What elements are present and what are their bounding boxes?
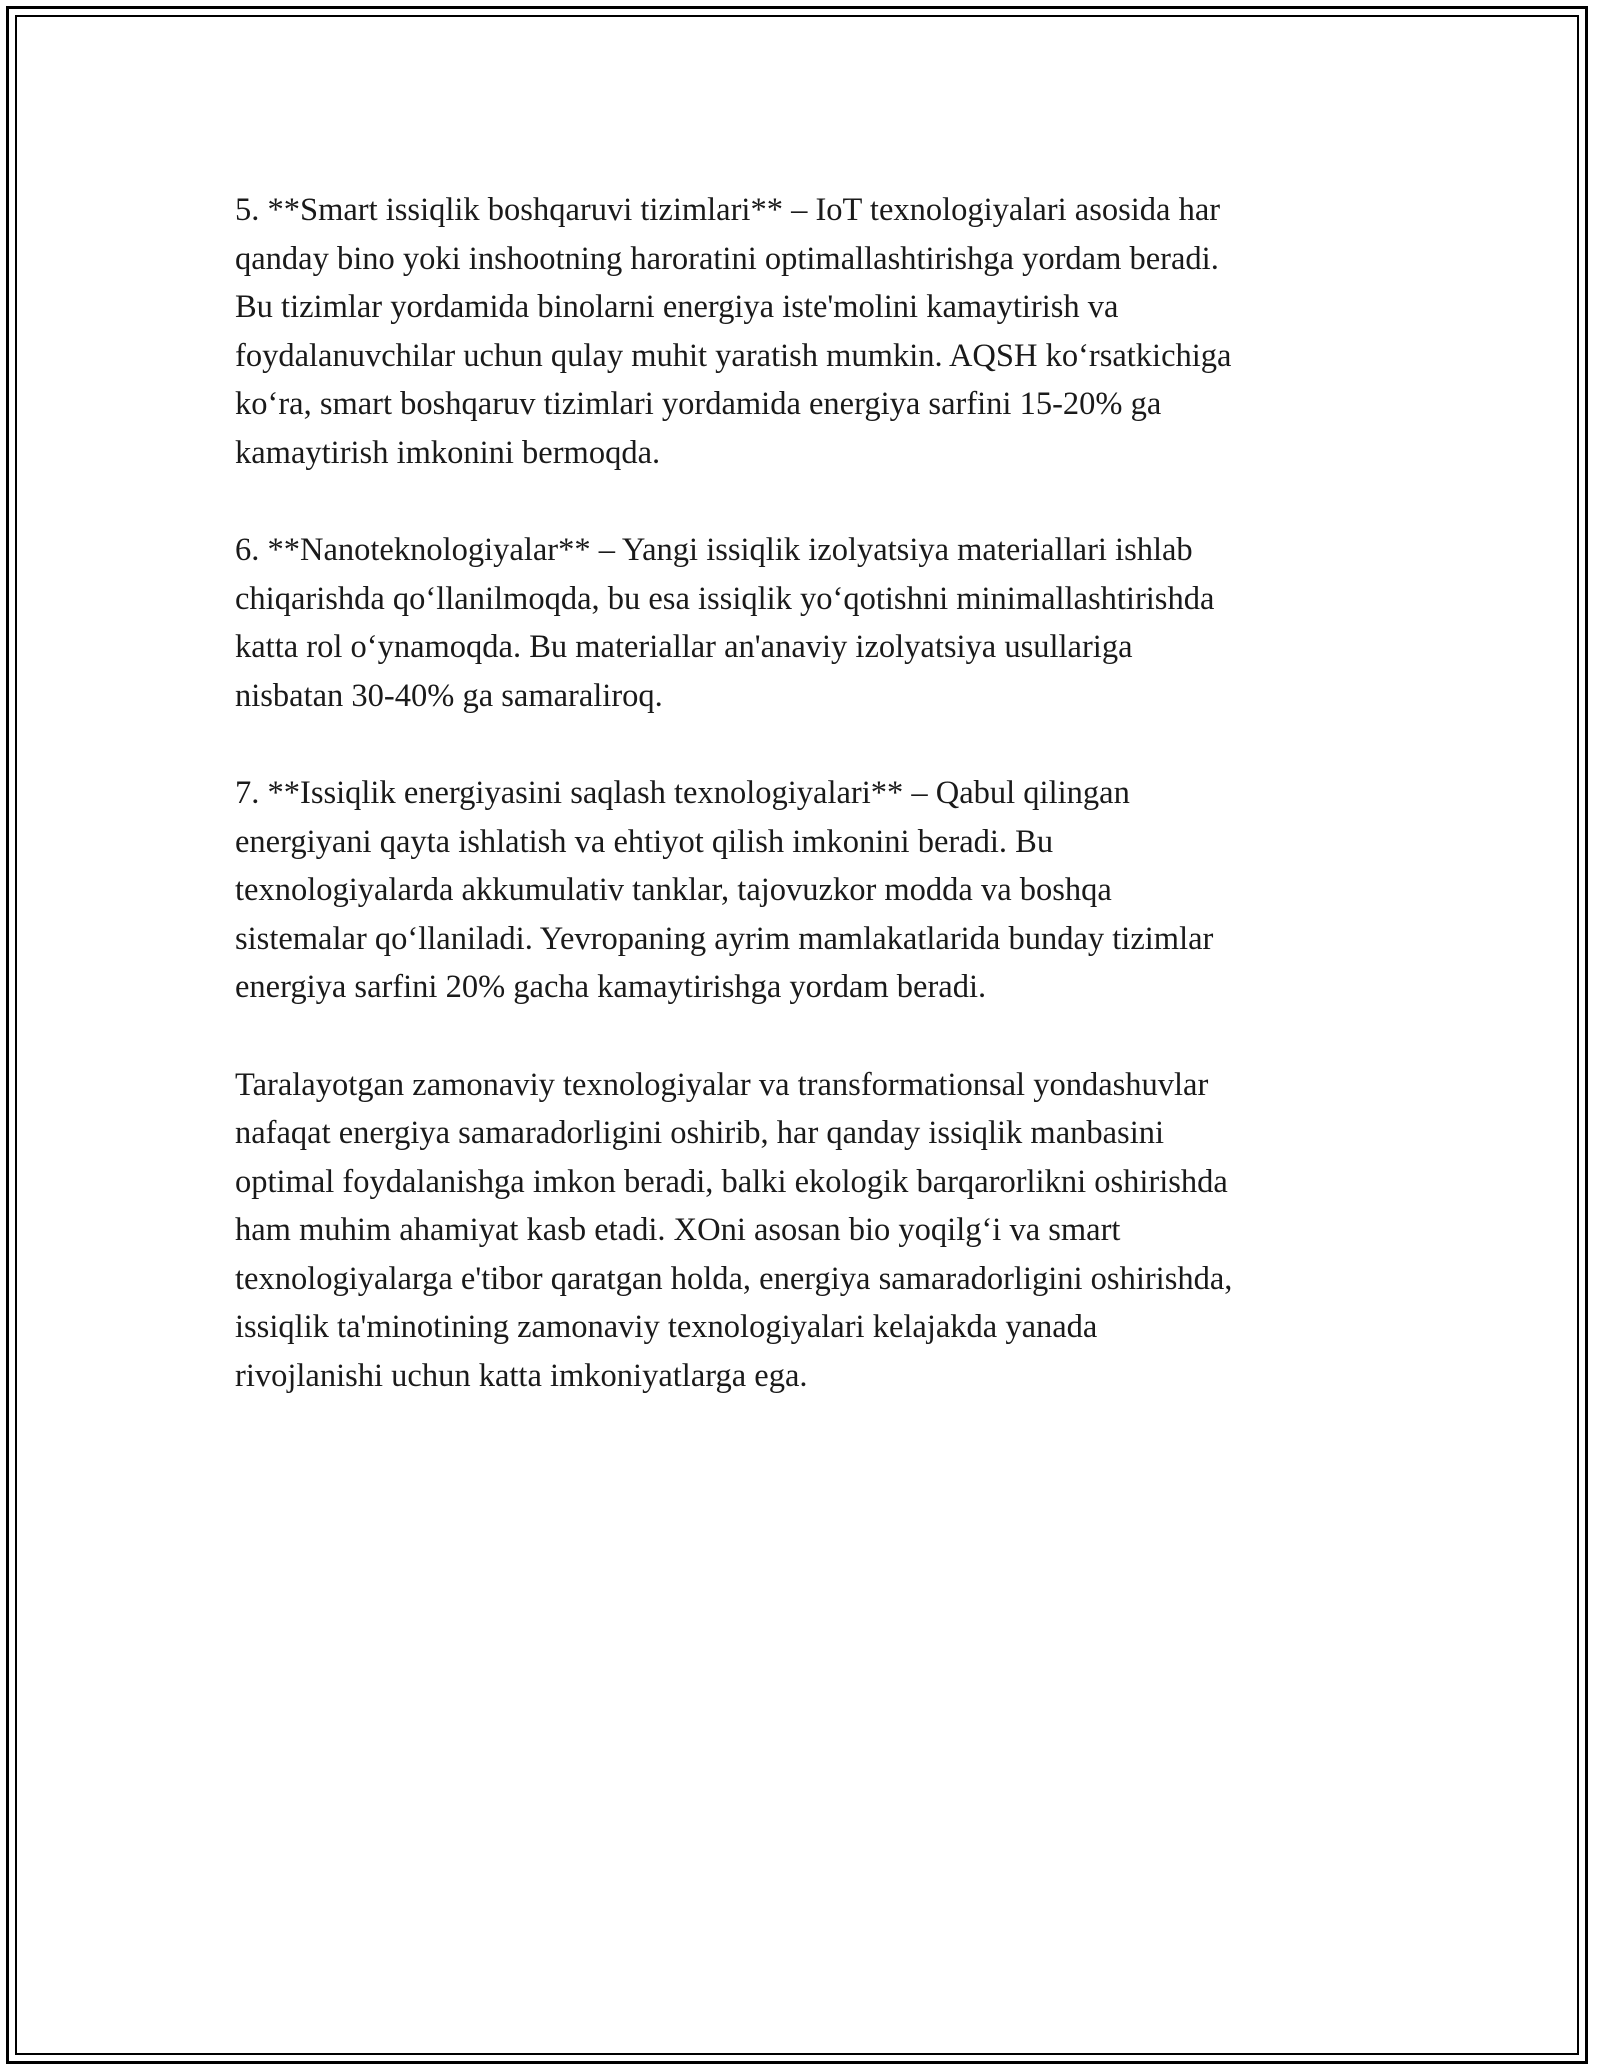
paragraph-nanotechnology xyxy=(235,526,1385,720)
text-line: energiya sarfini 20% gacha kamaytirishga yordam beradi. xyxy=(235,969,987,1005)
text-line: Bu tizimlar yordamida binolarni energiya iste'molini kamaytirish va xyxy=(235,289,1119,325)
text-line: chiqarishda qo‘llanilmoqda, bu esa issiqlik yo‘qotishni minimallashtirishda xyxy=(235,580,1215,617)
paragraph-energy-storage xyxy=(235,769,1385,1012)
text-line: texnologiyalarda akkumulativ tanklar, tajovuzkor modda va boshqa xyxy=(235,872,1112,908)
text-line: ham muhim ahamiyat kasb etadi. XOni asosan bio yoqilg‘i va smart xyxy=(235,1212,1121,1248)
text-line: ko‘ra, smart boshqaruv tizimlari yordamida energiya sarfini 15-20% ga xyxy=(235,386,1162,422)
text-line: Taralayotgan zamonaviy texnologiyalar va transformationsal yondashuvlar xyxy=(235,1066,1209,1103)
paragraph-conclusion xyxy=(235,1061,1385,1401)
text-line: 5. **Smart issiqlik boshqaruvi tizimlari** – IoT texnologiyalari asosida har xyxy=(235,192,1221,228)
text-line: sistemalar qo‘llaniladi. Yevropaning ayrim mamlakatlarida bunday tizimlar xyxy=(235,920,1214,957)
text-line: rivojlanishi uchun katta imkoniyatlarga ega. xyxy=(235,1357,808,1394)
text-line: katta rol o‘ynamoqda. Bu materiallar an'anaviy izolyatsiya usullariga xyxy=(235,629,1133,665)
paragraph-smart-heating xyxy=(235,186,1385,477)
text-line: foydalanuvchilar uchun qulay muhit yaratish mumkin. AQSH ko‘rsatkichiga xyxy=(235,337,1232,374)
text-line: nafaqat energiya samaradorligini oshirib, har qanday issiqlik manbasini xyxy=(235,1115,1165,1151)
text-line: issiqlik ta'minotining zamonaviy texnologiyalari kelajakda yanada xyxy=(235,1309,1098,1345)
document-body xyxy=(235,186,1385,1449)
text-line: texnologiyalarga e'tibor qaratgan holda, energiya samaradorligini oshirishda, xyxy=(235,1260,1233,1297)
text-line: optimal foydalanishga imkon beradi, balki ekologik barqarorlikni oshirishda xyxy=(235,1163,1228,1200)
text-line: energiyani qayta ishlatish va ehtiyot qilish imkonini beradi. Bu xyxy=(235,823,1054,860)
text-line: 7. **Issiqlik energiyasini saqlash texnologiyalari** – Qabul qilingan xyxy=(235,775,1130,811)
text-line: 6. **Nanoteknologiyalar** – Yangi issiqlik izolyatsiya materiallari ishlab xyxy=(235,532,1193,568)
text-line: kamaytirish imkonini bermoqda. xyxy=(235,434,661,471)
text-line: nisbatan 30-40% ga samaraliroq. xyxy=(235,677,663,714)
text-line: qanday bino yoki inshootning haroratini optimallashtirishga yordam beradi. xyxy=(235,240,1219,277)
